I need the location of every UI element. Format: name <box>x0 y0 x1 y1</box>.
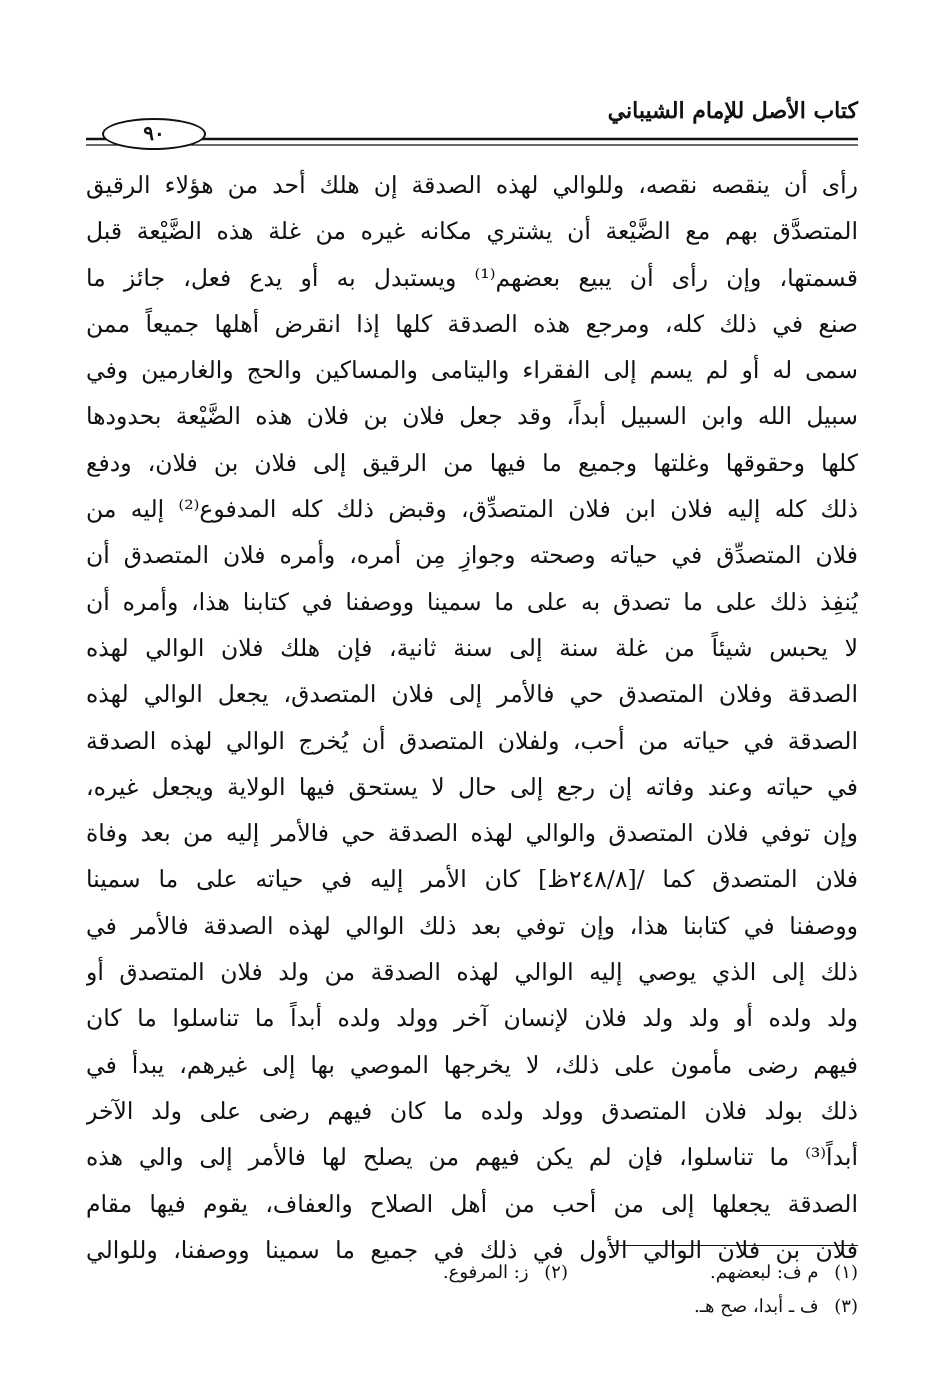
text-line: وإن توفي فلان المتصدق والوالي لهذه الصدقة حي فالأمر إليه من بعد وفاة <box>86 819 858 848</box>
footnote-3 <box>568 1290 858 1324</box>
text-line: فيهم رضى مأمون على ذلك، لا يخرجها الموصي بها إلى غيرهم، يبدأ في <box>86 1050 858 1079</box>
footnotes <box>86 1256 858 1324</box>
text-line: الصدقة يجعلها إلى من أحب من أهل الصلاح والعفاف، يقوم فيها مقام <box>86 1189 858 1218</box>
page-number: ٩٠ <box>102 118 206 150</box>
text-line: سبيل الله وابن السبيل أبداً، وقد جعل فلان بن فلان هذه الضَّيْعة بحدودها <box>86 402 858 431</box>
text-line: فلان المتصدِّق في حياته وصحته وجوازِ مِن أمره، وأمره فلان المتصدق أن <box>86 541 858 570</box>
footnote-marker: (٢) <box>544 1262 568 1283</box>
footnote-row <box>86 1256 858 1290</box>
text-line: ووصفنا في كتابنا هذا، وإن توفي بعد ذلك الوالي لهذه الصدقة فالأمر في <box>86 911 858 940</box>
text-line: لا يحبس شيئاً من غلة سنة إلى سنة ثانية، فإن هلك فلان الوالي لهذه <box>86 633 858 662</box>
footnote-1 <box>568 1256 858 1290</box>
text-line: ذلك كله إليه فلان ابن فلان المتصدِّق، وقبض ذلك كله المدفوع⁽²⁾ إليه من <box>86 495 858 524</box>
footnote-text: ف ـ أبدا، صح هـ. <box>694 1296 819 1317</box>
footnote-text: ز: المرفوع. <box>442 1262 529 1283</box>
text-line: ذلك إلى الذي يوصي إليه الوالي لهذه الصدقة من ولد فلان المتصدق أو <box>86 958 858 987</box>
text-line: المتصدَّق بهم مع الضَّيْعة أن يشتري مكانه غيره من غلة هذه الضَّيْعة قبل <box>86 217 858 246</box>
text-line: سمى له أو لم يسم إلى الفقراء واليتامى والمساكين والحج والغارمين وفي <box>86 356 858 385</box>
text-line: الصدقة في حياته من أحب، ولفلان المتصدق أن يُخرج الوالي لهذه الصدقة <box>86 726 858 755</box>
main-text-block <box>86 162 858 1273</box>
footnote-marker: (٣) <box>834 1296 858 1317</box>
text-line: صنع في ذلك كله، ومرجع هذه الصدقة كلها إذا انقرض أهلها جميعاً ممن <box>86 309 858 338</box>
footnote-marker: (١) <box>834 1262 858 1283</box>
text-line: أبداً⁽³⁾ ما تناسلوا، فإن لم يكن فيهم من يصلح لها فالأمر إلى والي هذه <box>86 1143 858 1172</box>
running-header-title: كتاب الأصل للإمام الشيباني <box>607 98 858 124</box>
text-line: الصدقة وفلان المتصدق حي فالأمر إلى فلان المتصدق، يجعل الوالي لهذه <box>86 680 858 709</box>
footnote-text: م ف: لبعضهم. <box>710 1262 819 1283</box>
footnote-separator <box>608 1245 858 1246</box>
text-line: ولد ولده أو ولد ولد فلان لإنسان آخر وولد ولده أبداً ما تناسلوا ما كان <box>86 1004 858 1033</box>
text-line: رأى أن ينقصه نقصه، وللوالي لهذه الصدقة إن هلك أحد من هؤلاء الرقيق <box>86 171 858 199</box>
footnote-2 <box>278 1256 568 1290</box>
footnote-row <box>86 1290 858 1324</box>
text-line: كلها وحقوقها وغلتها وجميع ما فيها من الرقيق إلى فلان بن فلان، ودفع <box>86 448 858 477</box>
text-line: في حياته وعند وفاته إن رجع إلى حال لا يستحق فيها الولاية ويجعل غيره، <box>86 772 858 801</box>
text-line: يُنفِذ ذلك على ما تصدق به على ما سمينا ووصفنا في كتابنا هذا، وأمره أن <box>86 587 858 616</box>
text-line: قسمتها، وإن رأى أن يبيع بعضهم⁽¹⁾ ويستبدل به أو يدع فعل، جائز ما <box>86 263 858 292</box>
text-line: ذلك بولد فلان المتصدق وولد ولده ما كان فيهم رضى على ولد الآخر <box>86 1096 858 1125</box>
text-line: فلان بن فلان الوالي الأول في ذلك في جميع ما سمينا ووصفنا، وللوالي <box>86 1235 858 1264</box>
text-line: فلان المتصدق كما /[٢٤٨/٨ظ] كان الأمر إليه في حياته على ما سمينا <box>86 865 858 894</box>
